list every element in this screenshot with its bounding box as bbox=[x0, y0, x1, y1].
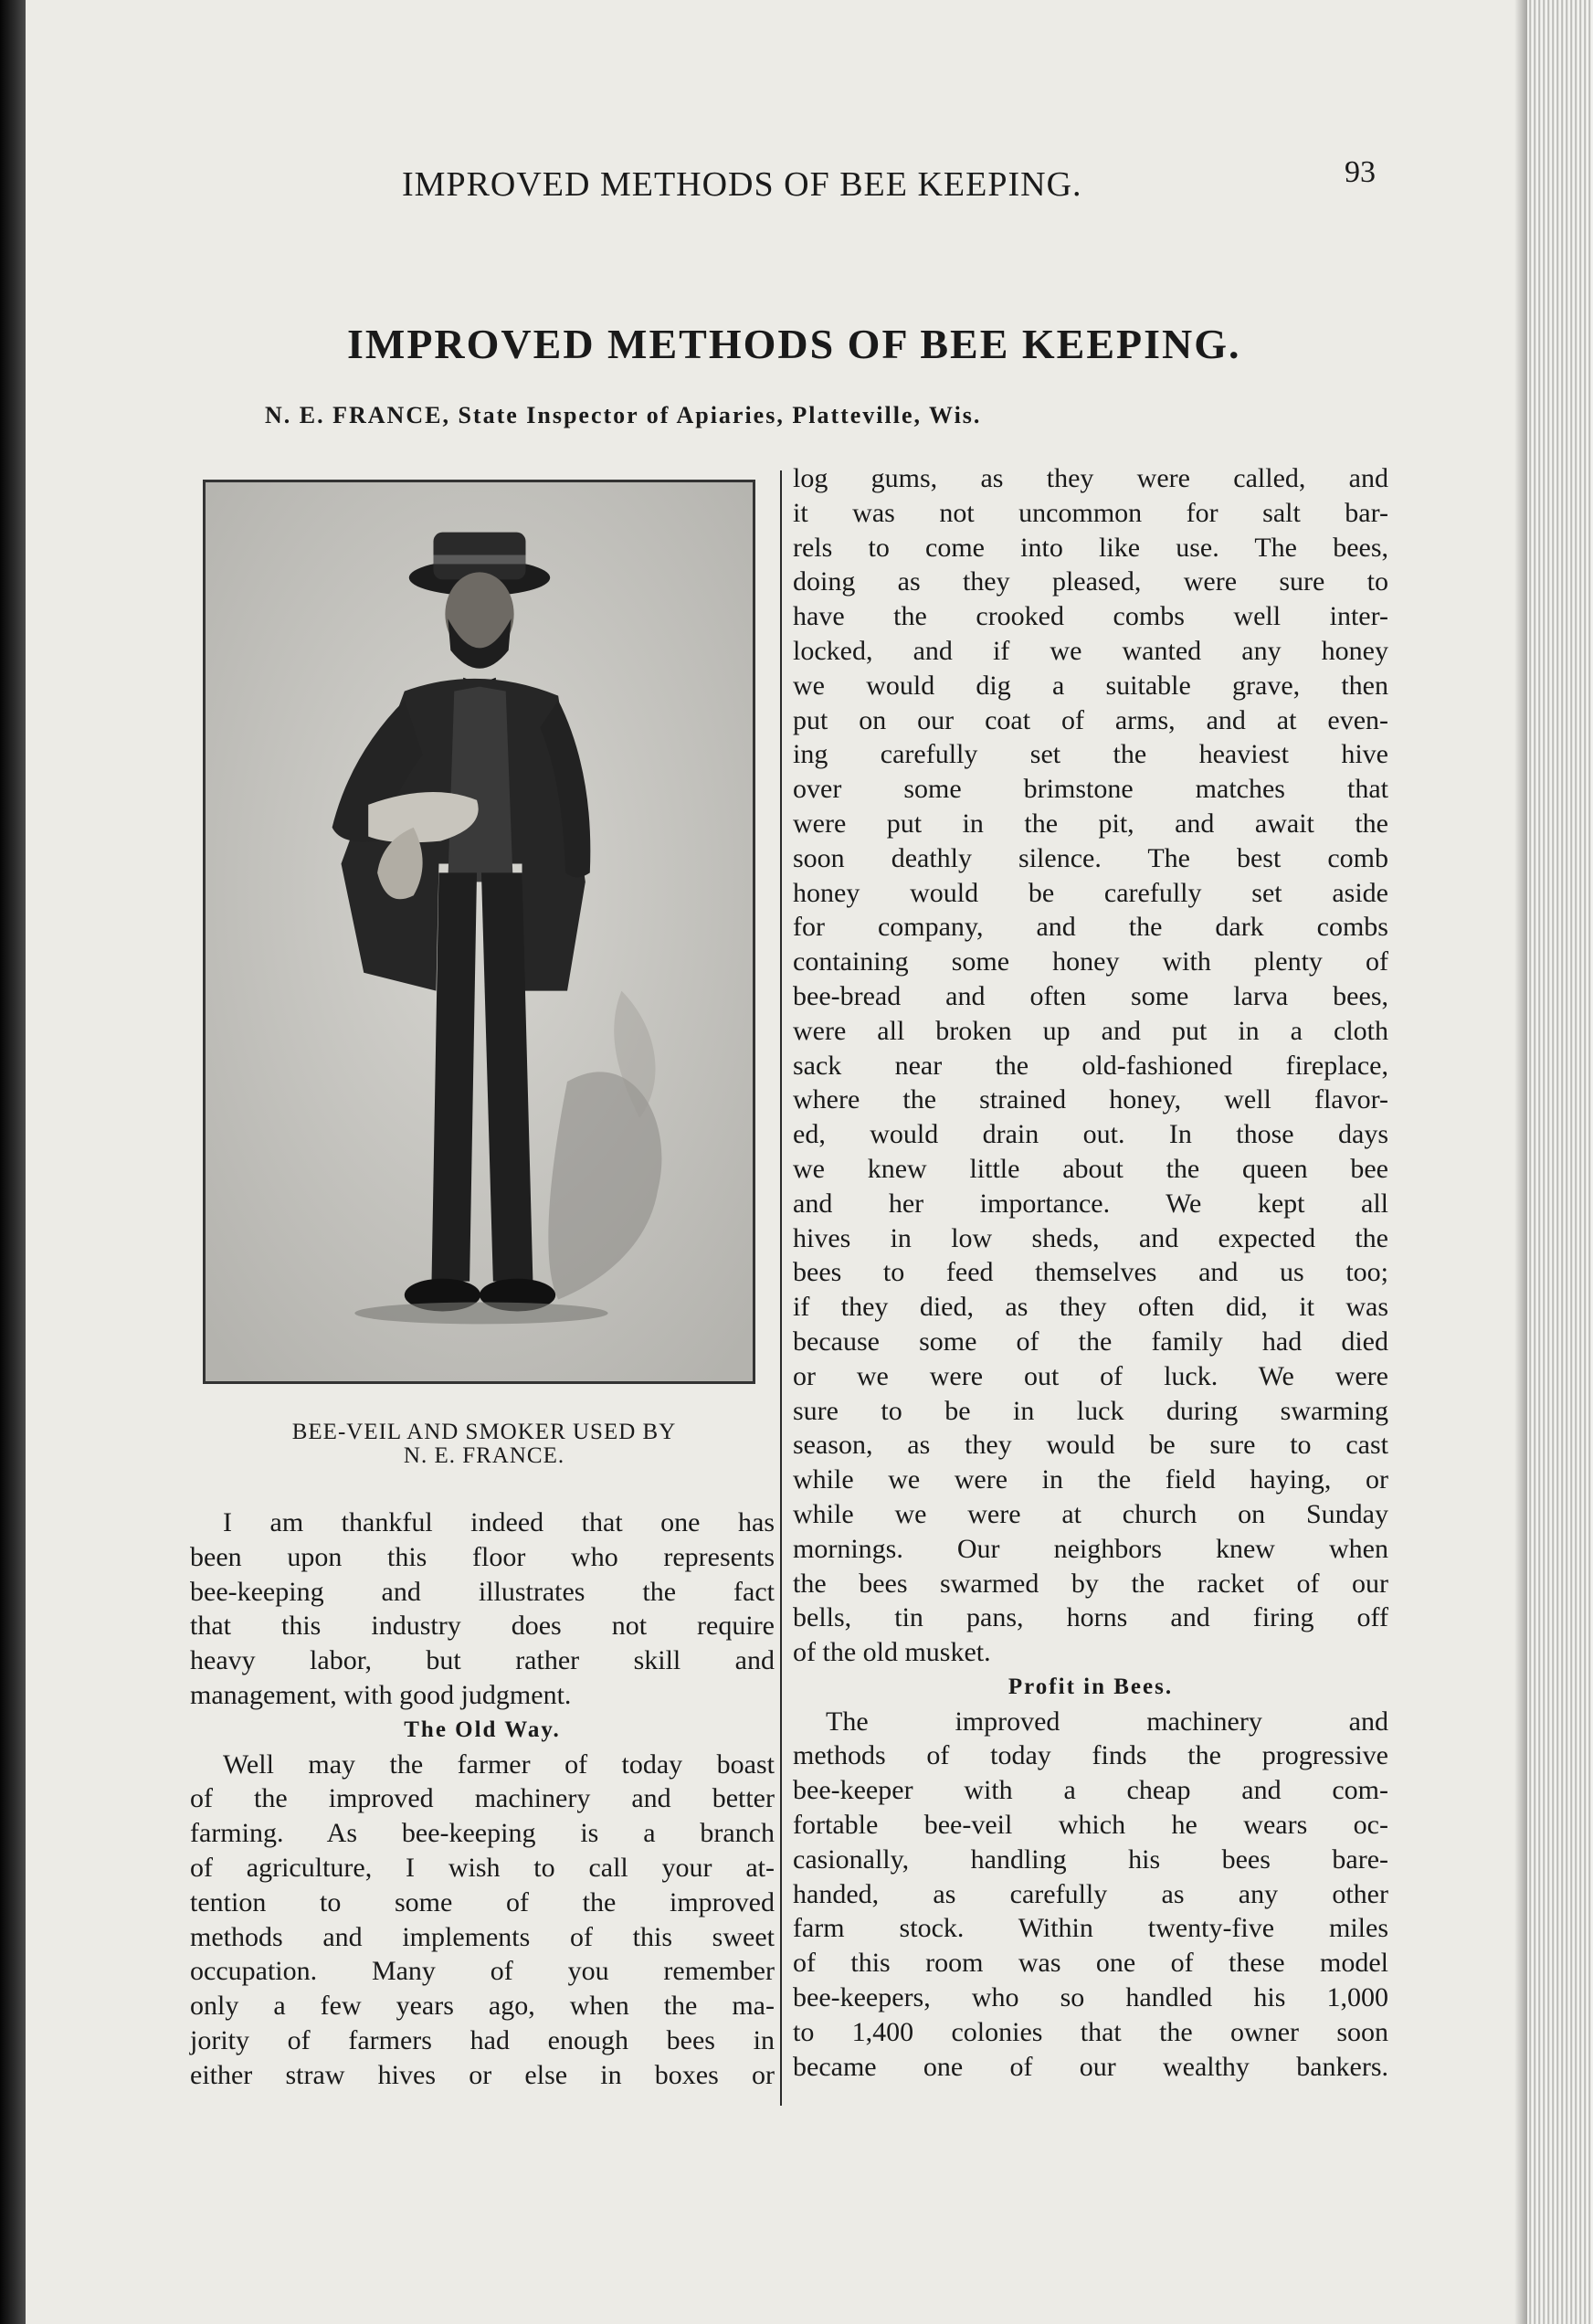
right-text-column bbox=[793, 461, 1388, 2084]
article-title: IMPROVED METHODS OF BEE KEEPING. bbox=[347, 321, 1241, 367]
text-line: of the improved machinery and better bbox=[190, 1783, 775, 1814]
text-line: rels to come into like use. The bees, bbox=[793, 532, 1388, 563]
text-line: for company, and the dark combs bbox=[793, 912, 1388, 943]
text-line: that this industry does not require bbox=[190, 1611, 775, 1642]
text-line: occupation. Many of you remember bbox=[190, 1956, 775, 1987]
text-line: either straw hives or else in boxes or bbox=[190, 2059, 775, 2090]
text-line: we knew little about the queen bee bbox=[793, 1153, 1388, 1184]
text-line: Well may the farmer of today boast bbox=[223, 1748, 775, 1780]
text-line: bees to feed themselves and us too; bbox=[793, 1257, 1388, 1288]
text-line: honey would be carefully set aside bbox=[793, 877, 1388, 908]
text-line: methods of today finds the progressive bbox=[793, 1740, 1388, 1771]
text-line: because some of the family had died bbox=[793, 1326, 1388, 1357]
text-line: log gums, as they were called, and bbox=[793, 463, 1388, 493]
text-line: if they died, as they often did, it was bbox=[793, 1292, 1388, 1323]
caption-line: BEE-VEIL AND SMOKER USED BY bbox=[291, 1420, 677, 1444]
text-line: hives in low sheds, and expected the bbox=[793, 1222, 1388, 1253]
text-line: tention to some of the improved bbox=[190, 1886, 775, 1917]
text-line: over some brimstone matches that bbox=[793, 774, 1388, 805]
left-text-column bbox=[190, 1505, 775, 2093]
text-line: doing as they pleased, were sure to bbox=[793, 566, 1388, 597]
text-line: it was not uncommon for salt bar- bbox=[793, 497, 1388, 528]
beekeeper-figure-illustration bbox=[206, 482, 753, 1381]
text-line: bee-keepers, who so handled his 1,000 bbox=[793, 1982, 1388, 2013]
text-line: ing carefully set the heaviest hive bbox=[793, 739, 1388, 770]
book-binding-edge bbox=[0, 0, 26, 2324]
text-line: farming. As bee-keeping is a branch bbox=[190, 1818, 775, 1849]
author-byline: N. E. FRANCE, State Inspector of Apiaries, Platteville, Wis. bbox=[265, 402, 982, 428]
photo-caption bbox=[210, 1421, 758, 1468]
text-line: of this room was one of these model bbox=[793, 1948, 1388, 1979]
text-line: where the strained honey, well flavor- bbox=[793, 1084, 1388, 1115]
text-line: have the crooked combs well inter- bbox=[793, 601, 1388, 632]
text-line: bells, tin pans, horns and firing off bbox=[793, 1602, 1388, 1633]
text-line: I am thankful indeed that one has bbox=[223, 1507, 775, 1537]
text-line: while we were at church on Sunday bbox=[793, 1498, 1388, 1529]
text-line: ed, would drain out. In those days bbox=[793, 1119, 1388, 1150]
text-line: mornings. Our neighbors knew when bbox=[793, 1533, 1388, 1564]
text-line: season, as they would be sure to cast bbox=[793, 1430, 1388, 1461]
text-line: sure to be in luck during swarming bbox=[793, 1395, 1388, 1426]
text-line: bee-keeping and illustrates the fact bbox=[190, 1576, 775, 1607]
text-line: only a few years ago, when the ma- bbox=[190, 1991, 775, 2022]
text-line: and her importance. We kept all bbox=[793, 1188, 1388, 1219]
portrait-photo bbox=[203, 480, 755, 1384]
text-line: we would dig a suitable grave, then bbox=[793, 670, 1388, 701]
page-stack-edge bbox=[1527, 0, 1593, 2324]
section-subhead-old-way: The Old Way. bbox=[404, 1717, 561, 1742]
text-line: sack near the old-fashioned fireplace, bbox=[793, 1050, 1388, 1081]
text-line: fortable bee-veil which he wears oc- bbox=[793, 1810, 1388, 1841]
text-line: or we were out of luck. We were bbox=[793, 1360, 1388, 1391]
text-line: of agriculture, I wish to call your at- bbox=[190, 1852, 775, 1883]
text-line: jority of farmers had enough bees in bbox=[190, 2024, 775, 2055]
text-line: management, with good judgment. bbox=[190, 1679, 572, 1710]
text-line: handed, as carefully as any other bbox=[793, 1878, 1388, 1909]
text-line: while we were in the field haying, or bbox=[793, 1464, 1388, 1495]
text-line: were put in the pit, and await the bbox=[793, 808, 1388, 839]
text-line: heavy labor, but rather skill and bbox=[190, 1645, 775, 1676]
text-line: soon deathly silence. The best comb bbox=[793, 842, 1388, 873]
text-line: methods and implements of this sweet bbox=[190, 1921, 775, 1952]
text-line: been upon this floor who represents bbox=[190, 1541, 775, 1572]
text-line: became one of our wealthy bankers. bbox=[793, 2051, 1388, 2082]
text-line: put on our coat of arms, and at even- bbox=[793, 704, 1388, 735]
caption-line: N. E. FRANCE. bbox=[403, 1443, 565, 1468]
text-line: farm stock. Within twenty-five miles bbox=[793, 1913, 1388, 1944]
text-line: of the old musket. bbox=[793, 1637, 991, 1668]
section-subhead-profit: Profit in Bees. bbox=[1007, 1674, 1174, 1699]
column-divider bbox=[780, 470, 782, 2106]
running-head: IMPROVED METHODS OF BEE KEEPING. bbox=[402, 165, 1082, 204]
text-line: locked, and if we wanted any honey bbox=[793, 635, 1388, 666]
text-line: The improved machinery and bbox=[826, 1706, 1388, 1737]
text-line: were all broken up and put in a cloth bbox=[793, 1015, 1388, 1046]
text-line: casionally, handling his bees bare- bbox=[793, 1843, 1388, 1875]
text-line: bee-bread and often some larva bees, bbox=[793, 980, 1388, 1011]
text-line: to 1,400 colonies that the owner soon bbox=[793, 2016, 1388, 2047]
text-line: the bees swarmed by the racket of our bbox=[793, 1568, 1388, 1599]
text-line: containing some honey with plenty of bbox=[793, 946, 1388, 977]
page-number: 93 bbox=[1345, 155, 1376, 189]
text-line: bee-keeper with a cheap and com- bbox=[793, 1775, 1388, 1806]
